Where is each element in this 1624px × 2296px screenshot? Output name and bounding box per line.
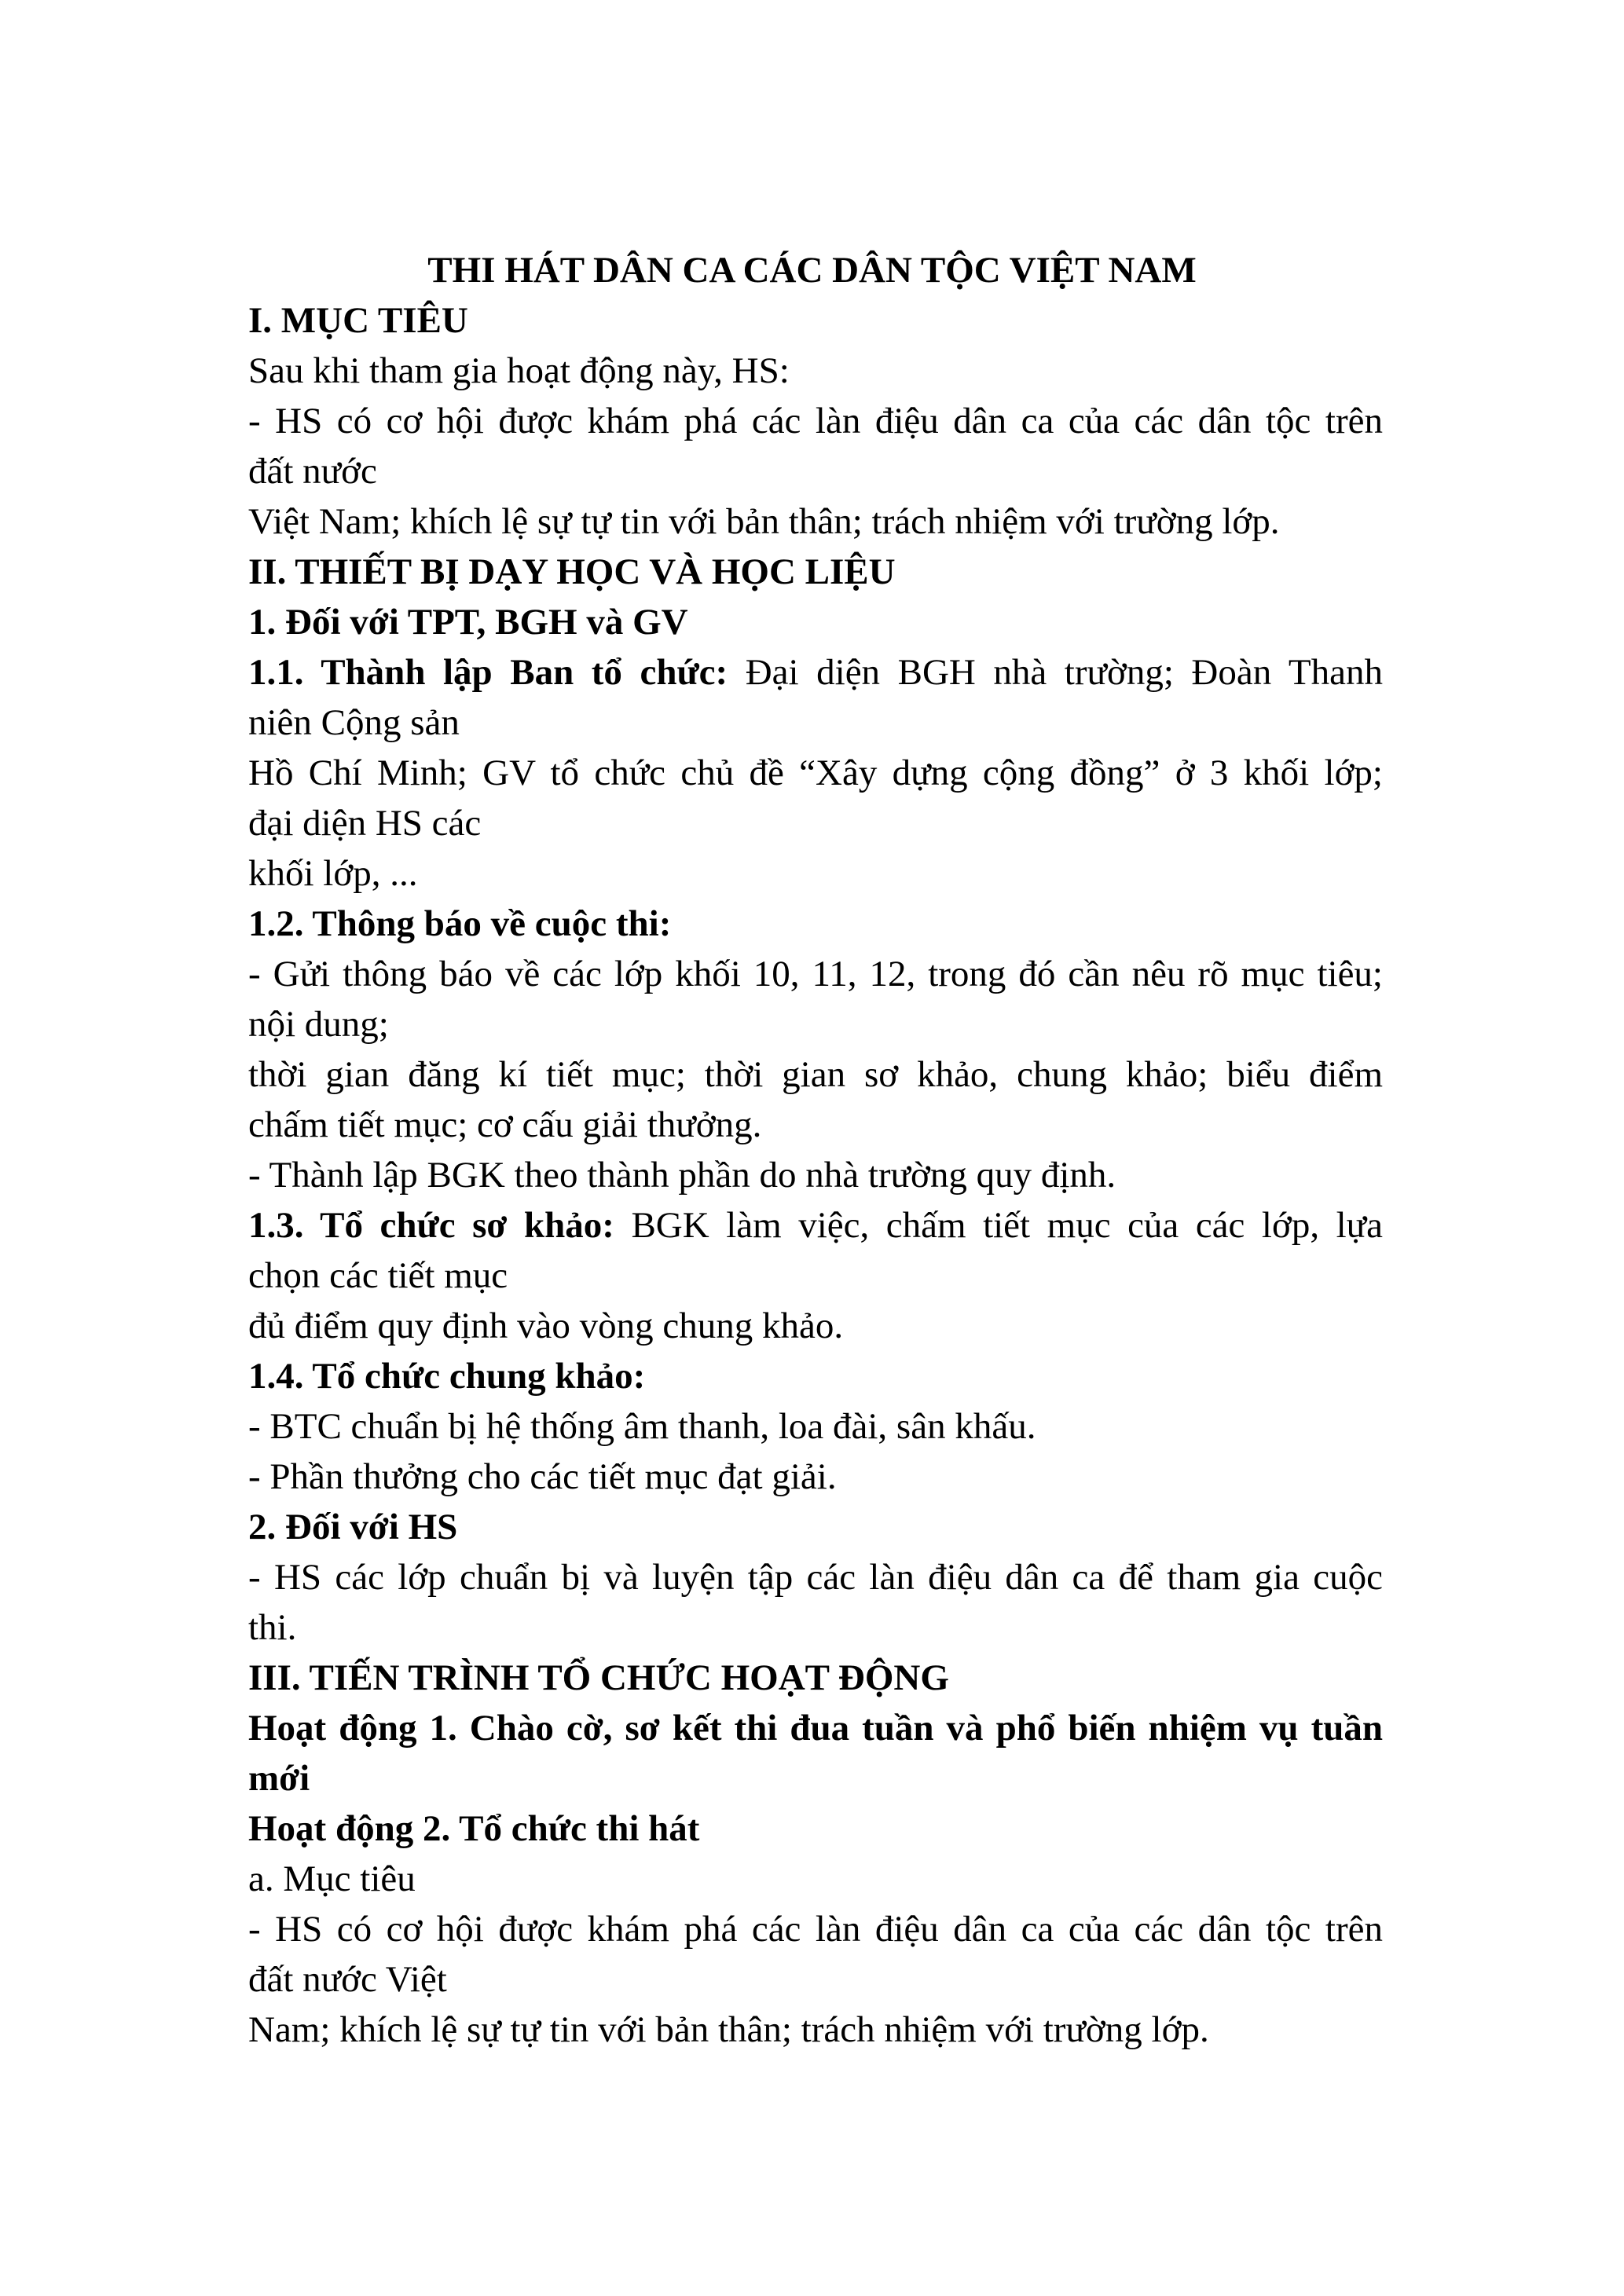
paragraph-line: Nam; khích lệ sự tự tin với bản thân; trách nhiệm với trường lớp. (248, 2009, 1209, 2050)
activity-heading: Hoạt động 2. Tổ chức thi hát (248, 1808, 700, 1849)
activity-heading: mới (248, 1758, 310, 1799)
paragraph-line: - HS các lớp chuẩn bị và luyện tập các làn điệu dân ca để tham gia cuộc (248, 1557, 1383, 1598)
paragraph-line: - Gửi thông báo về các lớp khối 10, 11, 12, trong đó cần nêu rõ mục tiêu; (248, 954, 1383, 994)
paragraph-line: khối lớp, ... (248, 853, 418, 894)
paragraph-line (248, 647, 1383, 698)
item-label: 1.3. Tổ chức sơ khảo: (248, 1205, 614, 1246)
section-heading-objectives: I. MỤC TIÊU (248, 300, 468, 341)
item-text: Đại diện BGH nhà trường; Đoàn Thanh (745, 652, 1383, 693)
paragraph-line: Hồ Chí Minh; GV tổ chức chủ đề “Xây dựng cộng đồng” ở 3 khối lớp; (248, 753, 1383, 793)
paragraph-line: - HS có cơ hội được khám phá các làn điệu dân ca của các dân tộc trên (248, 401, 1383, 441)
activity-heading: Hoạt động 1. Chào cờ, sơ kết thi đua tuần và phổ biến nhiệm vụ tuần (248, 1708, 1383, 1749)
section-heading-equipment: II. THIẾT BỊ DẠY HỌC VÀ HỌC LIỆU (248, 551, 896, 592)
paragraph-line: thời gian đăng kí tiết mục; thời gian sơ khảo, chung khảo; biểu điểm (248, 1054, 1383, 1095)
paragraph-line: Việt Nam; khích lệ sự tự tin với bản thân; trách nhiệm với trường lớp. (248, 501, 1280, 542)
item-label: 1.4. Tổ chức chung khảo: (248, 1356, 646, 1397)
paragraph-line: - HS có cơ hội được khám phá các làn điệu dân ca của các dân tộc trên (248, 1909, 1383, 1950)
subheading-teachers: 1. Đối với TPT, BGH và GV (248, 602, 688, 643)
paragraph-line (248, 1200, 1383, 1251)
item-text: BGK làm việc, chấm tiết mục của các lớp, lựa (631, 1205, 1384, 1246)
paragraph-line: chọn các tiết mục (248, 1255, 508, 1296)
section-heading-process: III. TIẾN TRÌNH TỔ CHỨC HOẠT ĐỘNG (248, 1657, 949, 1698)
paragraph-line: - BTC chuẩn bị hệ thống âm thanh, loa đài, sân khấu. (248, 1406, 1036, 1447)
paragraph-line: thi. (248, 1607, 297, 1648)
item-label: 1.1. Thành lập Ban tổ chức: (248, 652, 728, 693)
paragraph-line: chấm tiết mục; cơ cấu giải thưởng. (248, 1104, 762, 1145)
subheading-students: 2. Đối với HS (248, 1507, 458, 1547)
paragraph-line: đủ điểm quy định vào vòng chung khảo. (248, 1305, 844, 1346)
paragraph-line: nội dung; (248, 1004, 389, 1045)
paragraph-line: đại diện HS các (248, 803, 482, 844)
paragraph-line: đất nước Việt (248, 1959, 447, 2000)
paragraph-line: - Thành lập BGK theo thành phần do nhà trường quy định. (248, 1155, 1116, 1196)
item-label: 1.2. Thông báo về cuộc thi: (248, 903, 672, 944)
paragraph-line: niên Cộng sản (248, 702, 460, 743)
document-title: THI HÁT DÂN CA CÁC DÂN TỘC VIỆT NAM (427, 250, 1197, 291)
paragraph-line: Sau khi tham gia hoạt động này, HS: (248, 350, 790, 391)
paragraph-line: đất nước (248, 451, 377, 492)
paragraph-line: - Phần thưởng cho các tiết mục đạt giải. (248, 1456, 837, 1497)
paragraph-line: a. Mục tiêu (248, 1858, 416, 1899)
